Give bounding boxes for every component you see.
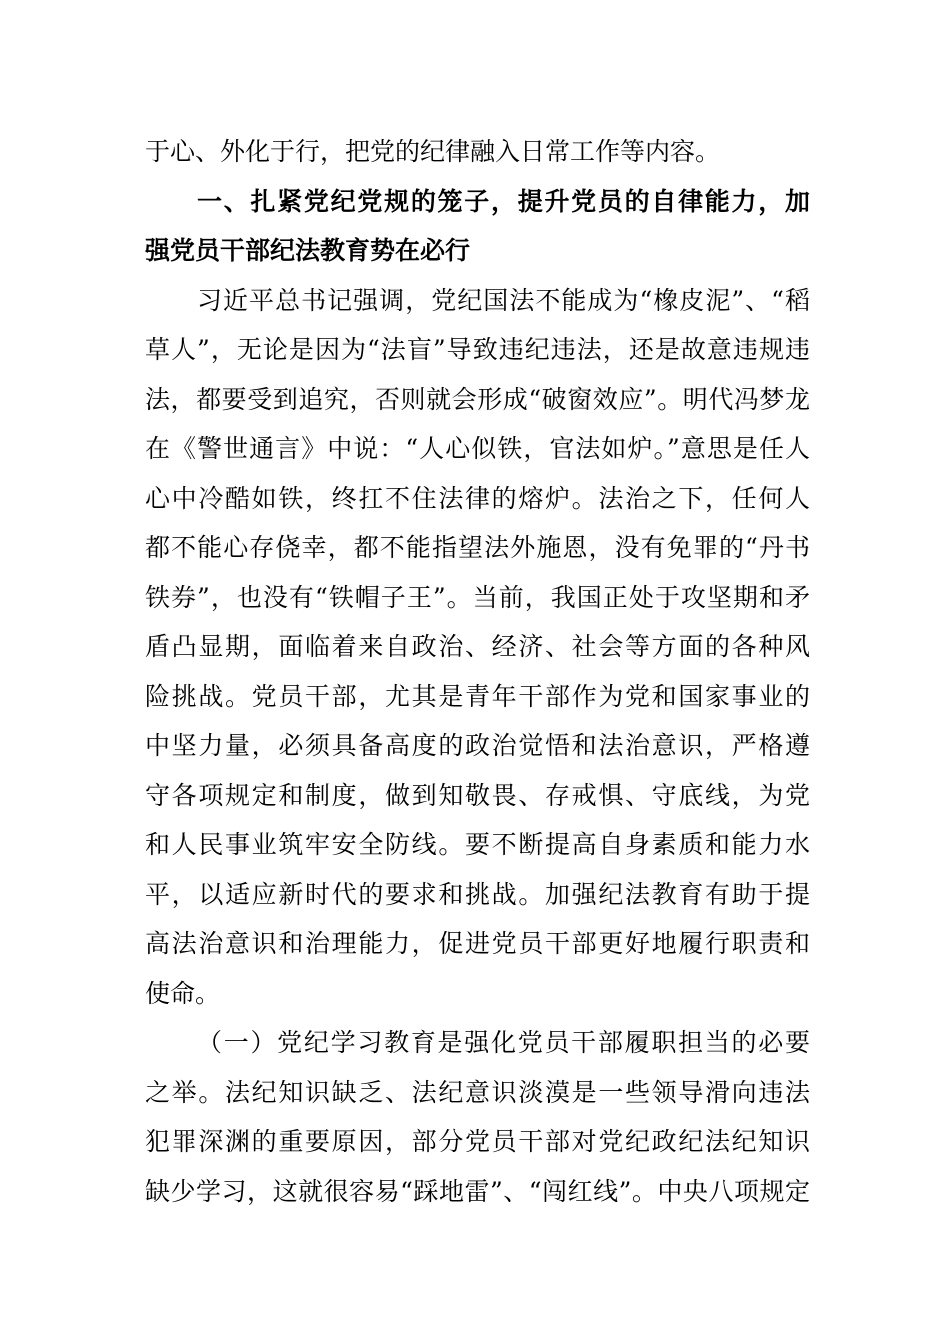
section-heading-line: 强党员干部纪法教育势在必行 — [145, 236, 471, 265]
paragraph-line: 犯罪深渊的重要原因，部分党员干部对党纪政纪法纪知识 — [145, 1127, 810, 1156]
paragraph-line: 盾凸显期，面临着来自政治、经济、社会等方面的各种风 — [145, 632, 810, 661]
paragraph-line: 心中冷酷如铁，终扛不住法律的熔炉。法治之下，任何人 — [145, 483, 810, 513]
paragraph-line: 和人民事业筑牢安全防线。要不断提高自身素质和能力水 — [145, 830, 810, 859]
paragraph-line: 平，以适应新时代的要求和挑战。加强纪法教育有助于提 — [145, 879, 810, 909]
paragraph-line: （一）党纪学习教育是强化党员干部履职担当的必要 — [197, 1028, 810, 1057]
paragraph-line: 习近平总书记强调，党纪国法不能成为“橡皮泥”、“稻 — [197, 285, 810, 315]
paragraph-line: 守各项规定和制度，做到知敬畏、存戒惧、守底线，为党 — [145, 780, 810, 810]
paragraph-line: 缺少学习，这就很容易“踩地雷”、“闯红线”。中央八项规定 — [145, 1176, 810, 1206]
paragraph-line: 草人”，无论是因为“法盲”导致违纪违法，还是故意违规违 — [145, 335, 810, 364]
document-body — [145, 127, 810, 1216]
paragraph-line: 法，都要受到追究，否则就会形成“破窗效应”。明代冯梦龙 — [145, 384, 810, 414]
paragraph-line: 险挑战。党员干部，尤其是青年干部作为党和国家事业的 — [145, 681, 810, 711]
paragraph-line: 铁券”，也没有“铁帽子王”。当前，我国正处于攻坚期和矛 — [145, 582, 810, 612]
paragraph-line: 使命。 — [145, 978, 221, 1008]
paragraph-line: 在《警世通言》中说：“人心似铁，官法如炉。”意思是任人 — [145, 434, 810, 463]
paragraph-line: 于心、外化于行，把党的纪律融入日常工作等内容。 — [145, 137, 721, 166]
section-heading-line: 一、扎紧党纪党规的笼子，提升党员的自律能力，加 — [197, 186, 810, 216]
paragraph-line: 都不能心存侥幸，都不能指望法外施恩，没有免罪的“丹书 — [145, 533, 810, 562]
paragraph-line: 高法治意识和治理能力，促进党员干部更好地履行职责和 — [145, 929, 810, 958]
paragraph-line: 之举。法纪知识缺乏、法纪意识淡漠是一些领导滑向违法 — [145, 1077, 810, 1107]
paragraph-line: 中坚力量，必须具备高度的政治觉悟和法治意识，严格遵 — [145, 731, 810, 760]
